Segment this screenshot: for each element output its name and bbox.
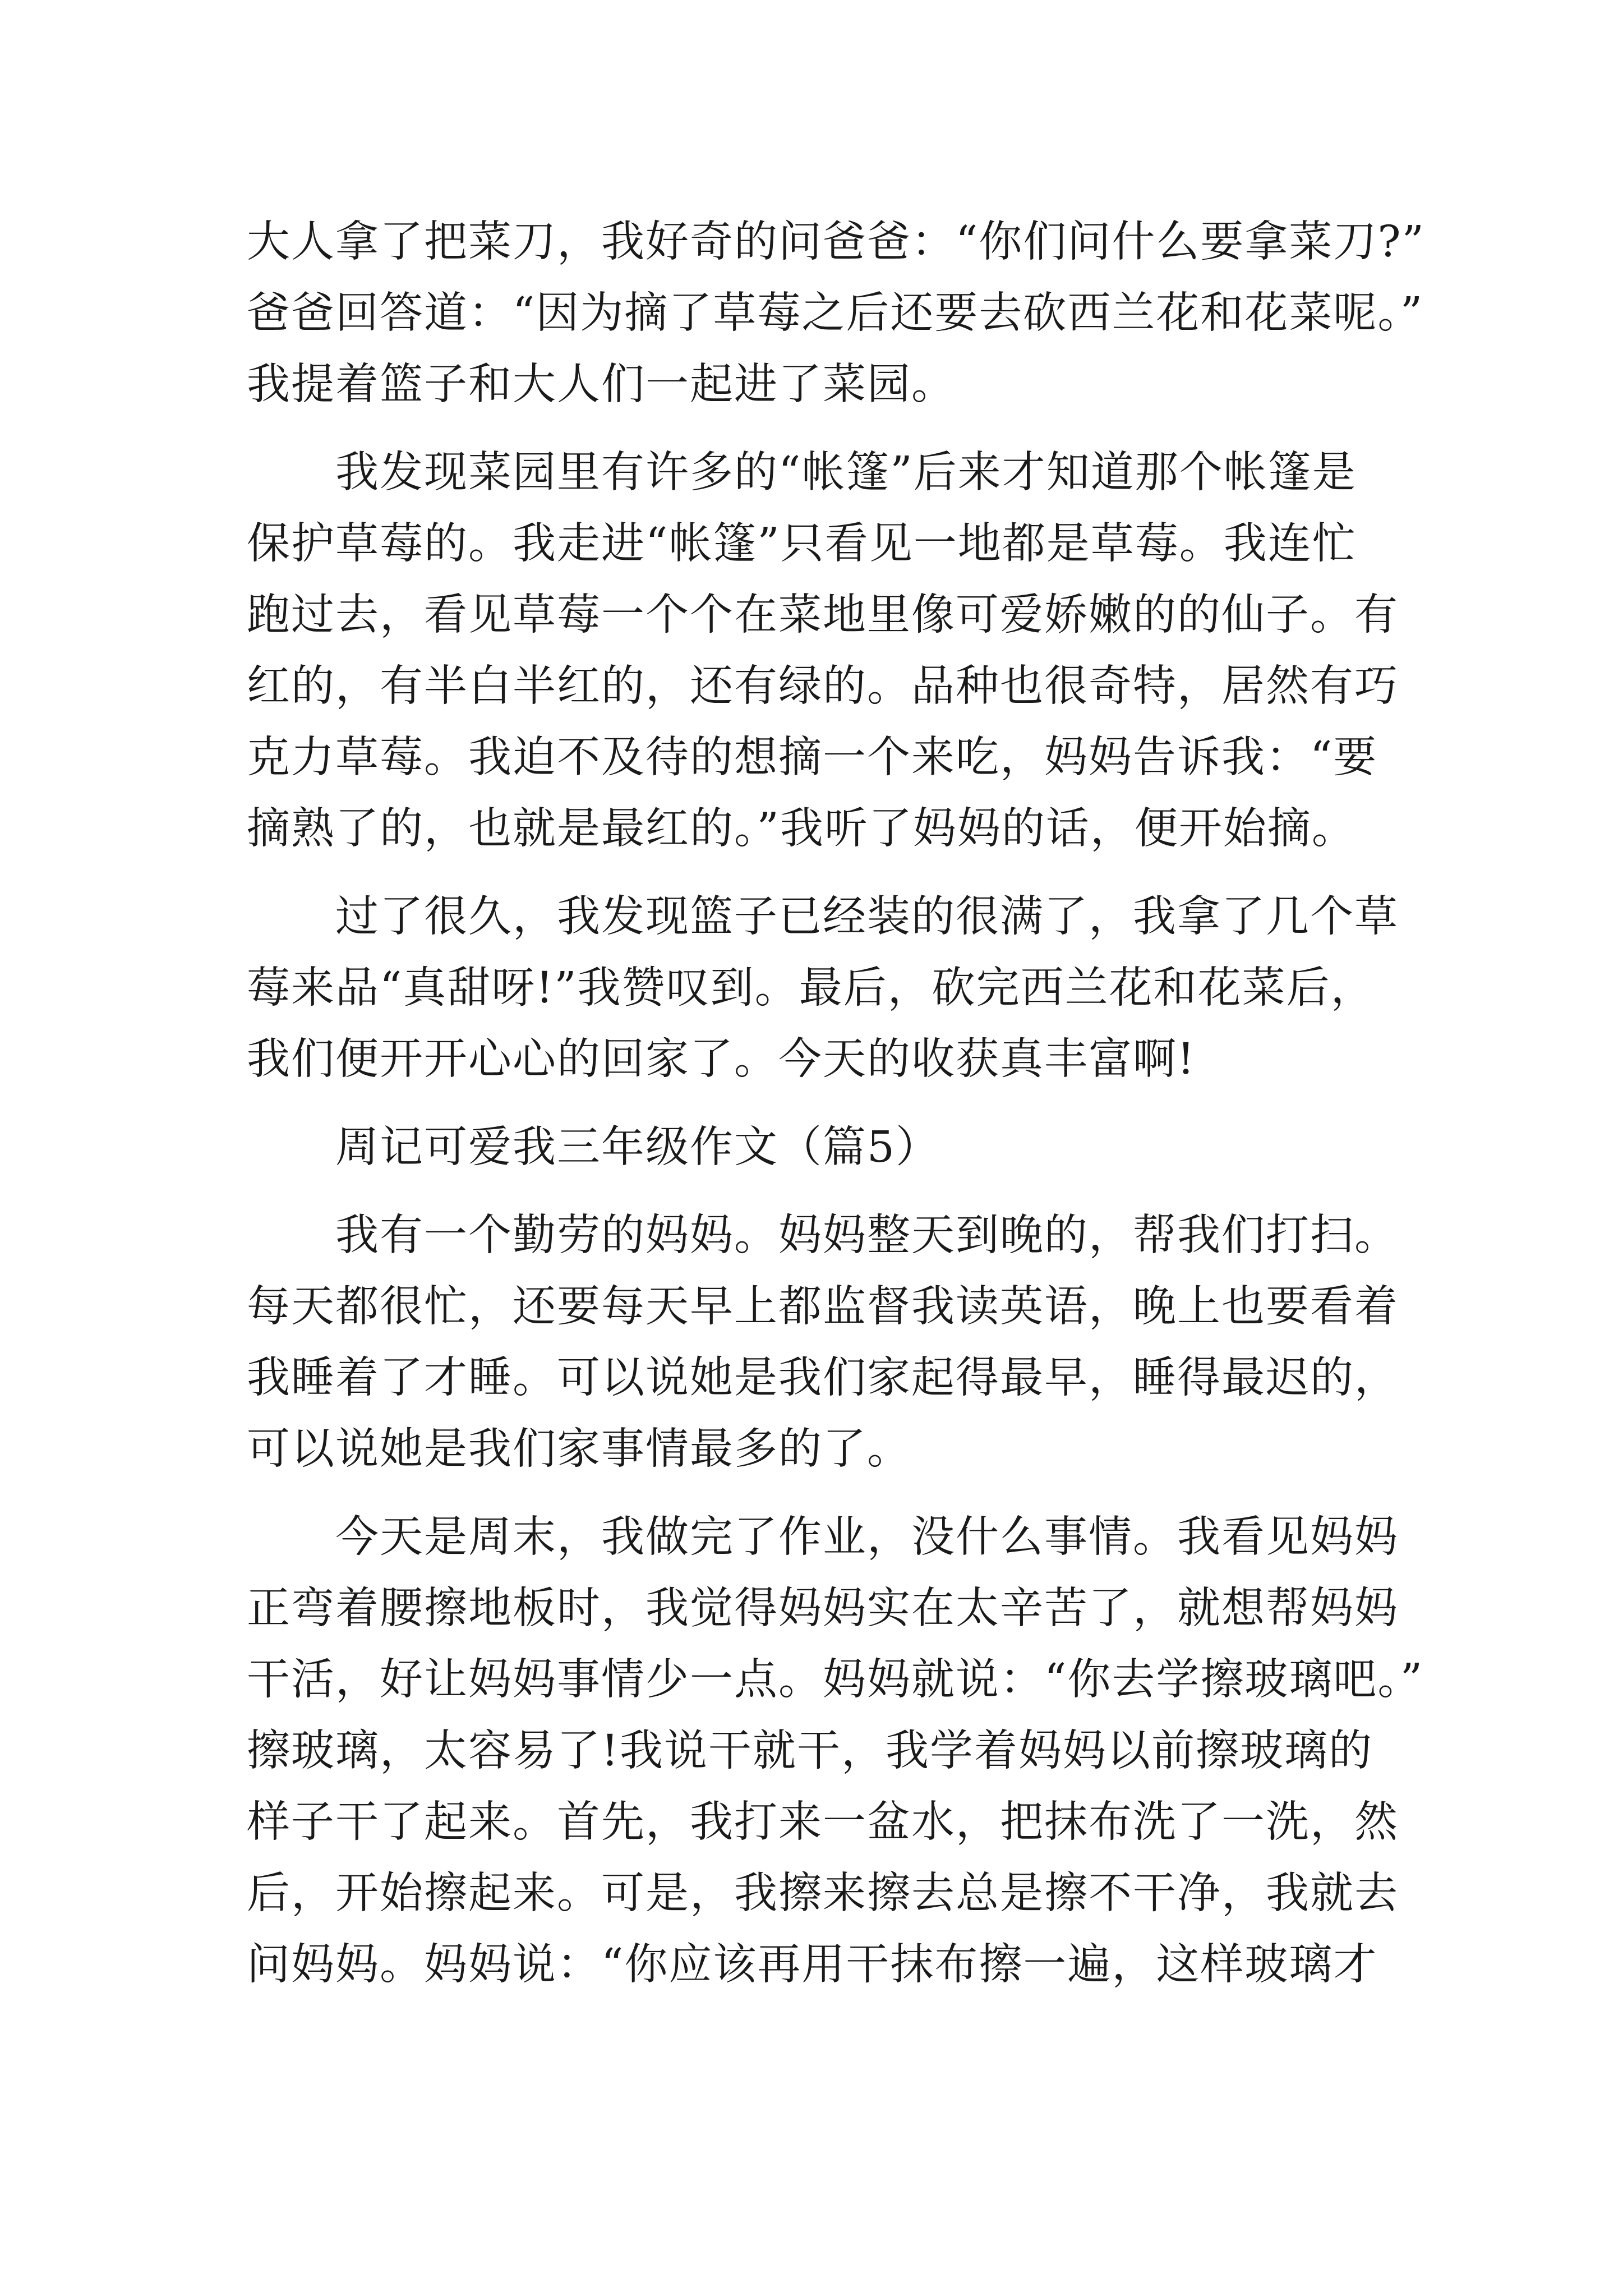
text-line: 克力草莓。我迫不及待的想摘一个来吃，妈妈告诉我：“要 xyxy=(247,733,1378,783)
text-line: 问妈妈。妈妈说：“你应该再用干抹布擦一遍，这样玻璃才 xyxy=(247,1940,1378,1990)
text-line: 可以说她是我们家事情最多的了。 xyxy=(247,1424,911,1474)
text-line: 擦玻璃，太容易了!我说干就干，我学着妈妈以前擦玻璃的 xyxy=(247,1726,1373,1776)
text-line: 大人拿了把菜刀，我好奇的问爸爸：“你们问什么要拿菜刀?” xyxy=(247,217,1426,267)
text-line: 摘熟了的，也就是最红的。”我听了妈妈的话，便开始摘。 xyxy=(247,804,1356,854)
text-line: 莓来品“真甜呀!”我赞叹到。最后，砍完西兰花和花菜后， xyxy=(247,963,1375,1013)
text-line: 样子干了起来。首先，我打来一盆水，把抹布洗了一洗，然 xyxy=(247,1797,1399,1847)
text-line: 我们便开开心心的回家了。今天的收获真丰富啊! xyxy=(247,1034,1196,1084)
text-line: 红的，有半白半红的，还有绿的。品种也很奇特，居然有巧 xyxy=(247,661,1399,711)
text-line: 过了很久，我发现篮子已经装的很满了，我拿了几个草 xyxy=(247,892,1399,942)
text-line: 我提着篮子和大人们一起进了菜园。 xyxy=(247,360,956,409)
text-line: 每天都很忙，还要每天早上都监督我读英语，晚上也要看着 xyxy=(247,1282,1399,1332)
text-line: 我有一个勤劳的妈妈。妈妈整天到晚的，帮我们打扫。 xyxy=(247,1211,1399,1260)
text-line: 爸爸回答道：“因为摘了草莓之后还要去砍西兰花和花菜呢。” xyxy=(247,288,1424,338)
text-line: 今天是周末，我做完了作业，没什么事情。我看见妈妈 xyxy=(247,1512,1399,1562)
text-line: 后，开始擦起来。可是，我擦来擦去总是擦不干净，我就去 xyxy=(247,1869,1399,1918)
text-line: 正弯着腰擦地板时，我觉得妈妈实在太辛苦了，就想帮妈妈 xyxy=(247,1584,1399,1634)
text-line: 我发现菜园里有许多的“帐篷”后来才知道那个帐篷是 xyxy=(247,448,1357,498)
text-line: 保护草莓的。我走进“帐篷”只看见一地都是草莓。我连忙 xyxy=(247,519,1357,569)
text-line: 跑过去，看见草莓一个个在菜地里像可爱娇嫩的的仙子。有 xyxy=(247,590,1399,640)
section-heading: 周记可爱我三年级作文（篇5） xyxy=(247,1122,940,1172)
text-line: 干活，好让妈妈事情少一点。妈妈就说：“你去学擦玻璃吧。” xyxy=(247,1655,1424,1705)
text-line: 我睡着了才睡。可以说她是我们家起得最早，睡得最迟的， xyxy=(247,1353,1399,1403)
